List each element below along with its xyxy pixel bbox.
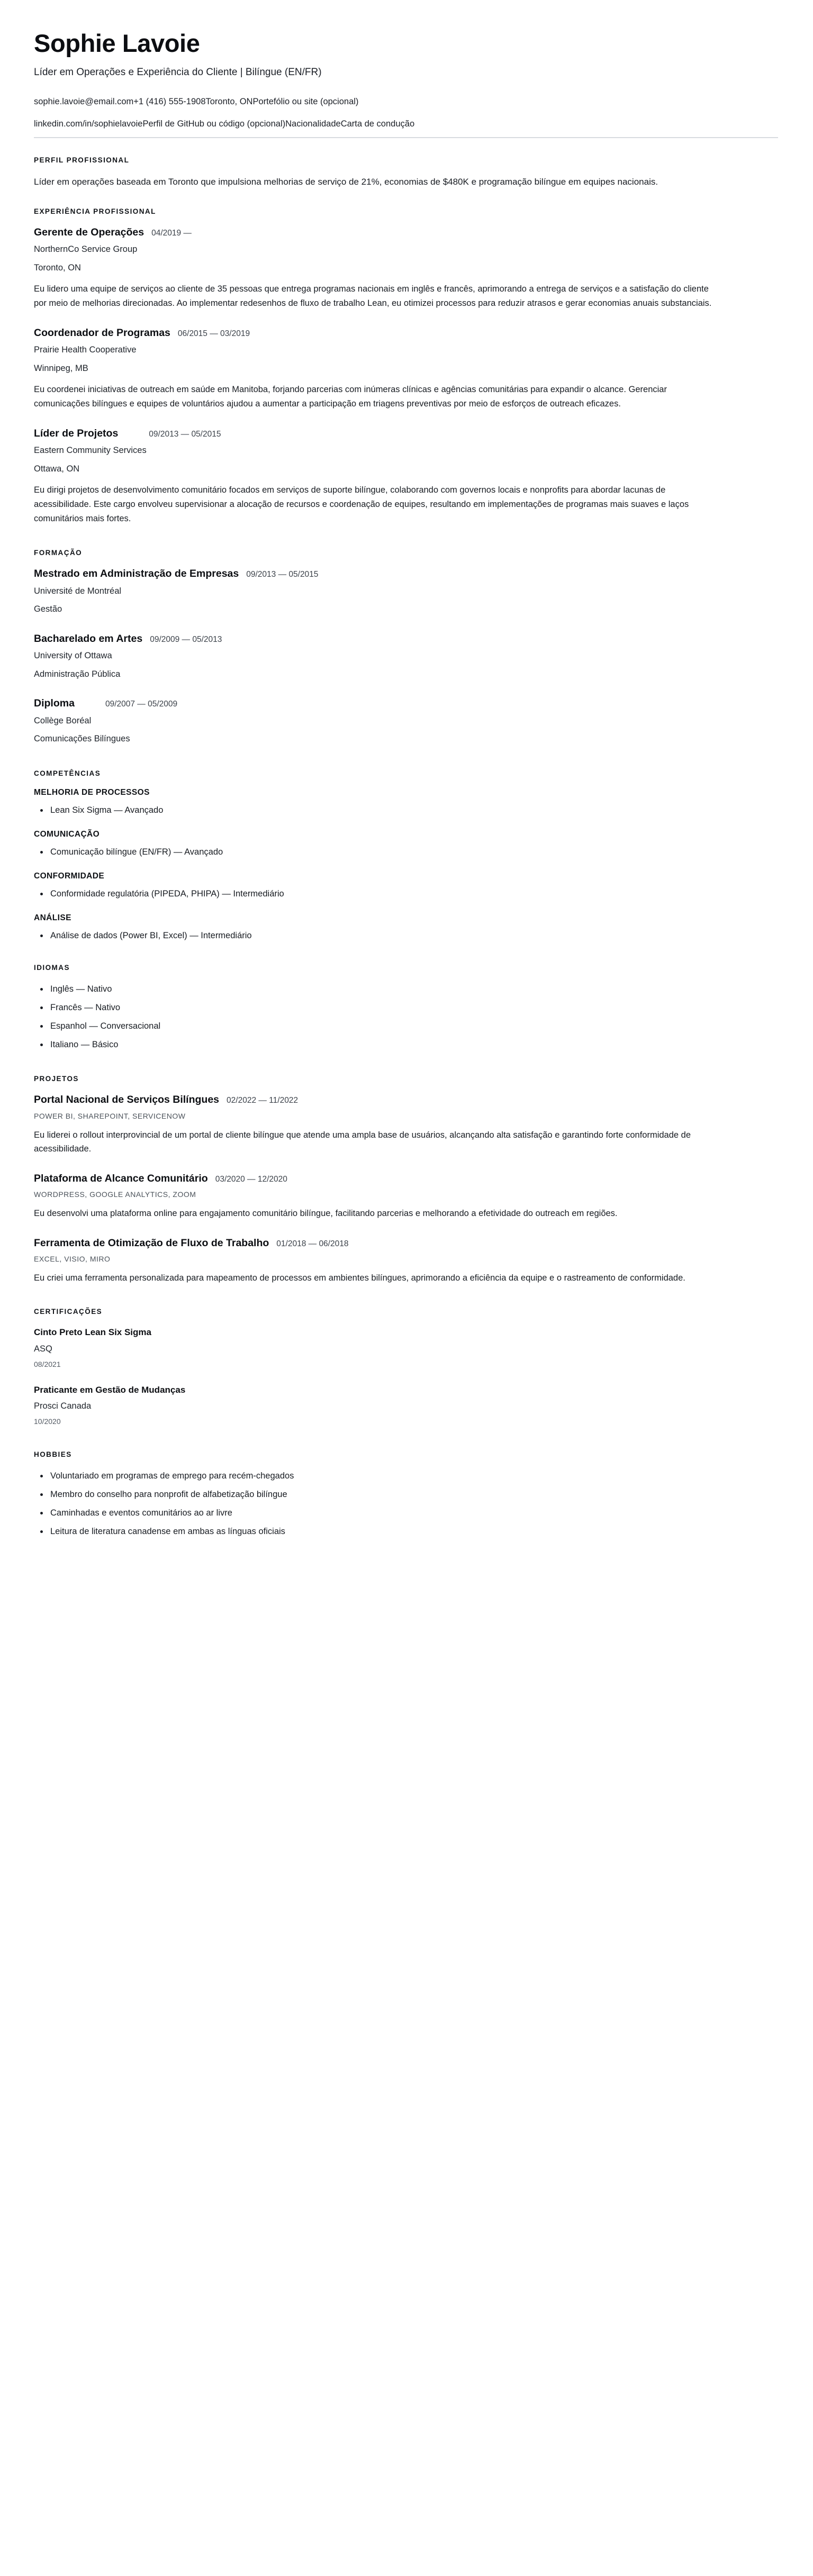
header-divider [34,137,778,138]
section-hobbies [34,1450,778,1538]
language-item: Espanhol — Conversacional [34,1019,778,1033]
skill-list [34,803,778,817]
hobby-item: Voluntariado em programas de emprego para recém-chegados [34,1469,778,1483]
hobby-item: Membro do conselho para nonprofit de alfabetização bilíngue [34,1487,778,1501]
section-education [34,549,778,746]
experience-description: Eu dirigi projetos de desenvolvimento comunitário focados em serviços de suporte bilíngue, colaborando com governos locais e nonprofits para abordar lacunas de acessibilidade. Este cargo envolveu supervisionar a alocação de recursos e coordenação de equipes, resultando em implementações de programas mais suaves e laços comunitários mais fortes. [34,485,689,523]
contact-github[interactable]: Perfil de GitHub ou código (opcional) [142,119,286,129]
skill-list [34,887,778,901]
project-entry [34,1237,778,1285]
skill-list [34,929,778,942]
education-dates: 09/2013 — 05/2015 [246,570,319,579]
education-field: Gestão [34,604,62,614]
skill-item: Comunicação bilíngue (EN/FR) — Avançado [34,845,778,859]
experience-dates: 06/2015 — 03/2019 [177,329,250,338]
experience-company: Prairie Health Cooperative [34,345,137,355]
project-description: Eu liderei o rollout interprovincial de um portal de cliente bilíngue que atende uma ampla base de usuários, alcançando alta satisfação e garantindo forte conformidade de acessibilidade. [34,1130,691,1154]
experience-job-title: Gerente de Operações [34,226,144,238]
education-degree: Diploma [34,697,75,710]
candidate-name: Sophie Lavoie [34,29,200,57]
experience-description: Eu coordenei iniciativas de outreach em saúde em Manitoba, forjando parcerias com inúmeras clínicas e agências comunitárias para expandir o alcance. Gerenciar comunicações bilíngues e equipes de voluntários ajudou a aumentar a participação em triagens preventivas por meio de esforços de outreach eficazes. [34,385,667,409]
profile-summary-text: Líder em operações baseada em Toronto que impulsiona melhorias de serviço de 21%, economias de $480K e programação bilíngue em equipes nacionais. [34,177,658,187]
section-title-experience: EXPERIÊNCIA PROFISSIONAL [34,207,156,215]
project-dates: 02/2022 — 11/2022 [227,1096,299,1105]
certification-date: 10/2020 [34,1417,61,1426]
education-entry-head [34,567,778,580]
experience-job-title: Líder de Projetos [34,427,119,439]
section-projects [34,1075,778,1285]
skill-group-title: MELHORIA DE PROCESSOS [34,787,150,797]
section-certifications [34,1308,778,1427]
project-tech-stack: EXCEL, VISIO, MIRO [34,1255,111,1264]
skill-group-title: COMUNICAÇÃO [34,829,100,839]
skill-group-title: CONFORMIDADE [34,871,105,881]
project-dates: 03/2020 — 12/2020 [215,1175,287,1184]
education-dates: 09/2009 — 05/2013 [150,634,222,644]
project-entry [34,1172,778,1221]
experience-entry [34,326,778,411]
contact-row-secondary [34,117,778,131]
certification-entry [34,1326,778,1370]
education-field: Administração Pública [34,669,121,679]
skill-list [34,845,778,859]
project-entry-head [34,1093,778,1106]
education-dates: 09/2007 — 05/2009 [105,700,178,709]
language-list [34,982,778,1051]
experience-description: Eu lidero uma equipe de serviços ao cliente de 35 pessoas que entrega programas nacionais em inglês e francês, aprimorando a entrega de serviços e a satisfação do cliente por meio de melhorias direcionadas. Ao implementar redesenhos de fluxo de trabalho Lean, eu otimizei processos para reduzir atrasos e gerar economias anuais substanciais. [34,284,712,309]
certification-date: 08/2021 [34,1359,61,1368]
contact-nationality: Nacionalidade [285,119,341,129]
contact-linkedin[interactable]: linkedin.com/in/sophielavoie [34,119,143,129]
experience-entry-head [34,427,778,440]
experience-entry [34,226,778,311]
section-title-projects: PROJETOS [34,1075,79,1083]
education-field: Comunicações Bilíngues [34,734,130,744]
project-name: Portal Nacional de Serviços Bilíngues [34,1094,220,1106]
certification-name: Cinto Preto Lean Six Sigma [34,1327,151,1338]
experience-location: Winnipeg, MB [34,363,88,373]
project-name: Plataforma de Alcance Comunitário [34,1173,208,1184]
section-skills [34,769,778,942]
section-profile [34,156,778,189]
section-title-certifications: CERTIFICAÇÕES [34,1308,103,1316]
experience-entry-head [34,326,778,340]
certification-issuer: Prosci Canada [34,1401,92,1411]
section-languages [34,964,778,1051]
education-degree: Bacharelado em Artes [34,632,143,645]
experience-company: Eastern Community Services [34,446,147,456]
experience-company: NorthernCo Service Group [34,244,138,255]
section-title-skills: COMPETÊNCIAS [34,769,101,777]
contact-email[interactable]: sophie.lavoie@email.com [34,97,134,107]
hobby-list [34,1469,778,1538]
project-name: Ferramenta de Otimização de Fluxo de Trabalho [34,1237,269,1249]
experience-location: Toronto, ON [34,262,81,273]
education-entry-head [34,697,778,710]
project-tech-stack: WORDPRESS, GOOGLE ANALYTICS, ZOOM [34,1190,196,1199]
project-description: Eu desenvolvi uma plataforma online para engajamento comunitário bilíngue, facilitando parcerias e melhorando a efetividade do outreach em regiões. [34,1209,618,1219]
hobby-item: Leitura de literatura canadense em ambas as línguas oficiais [34,1525,778,1538]
project-entry [34,1093,778,1156]
experience-job-title: Coordenador de Programas [34,326,170,339]
section-title-languages: IDIOMAS [34,963,70,972]
project-description: Eu criei uma ferramenta personalizada para mapeamento de processos em ambientes bilíngues, aprimorando a eficiência da equipe e o rastreamento de conformidade. [34,1273,685,1283]
education-entry [34,632,778,681]
skill-group [34,788,778,817]
skill-group [34,872,778,901]
education-degree: Mestrado em Administração de Empresas [34,568,239,580]
skill-item: Análise de dados (Power BI, Excel) — Intermediário [34,929,778,942]
certification-issuer: ASQ [34,1344,52,1354]
education-school: University of Ottawa [34,651,112,661]
project-tech-stack: POWER BI, SHAREPOINT, SERVICENOW [34,1111,186,1120]
contact-drivers-license: Carta de condução [340,119,415,129]
candidate-headline: Líder em Operações e Experiência do Cliente | Bilíngue (EN/FR) [34,66,322,78]
certification-entry [34,1384,778,1428]
contact-portfolio[interactable]: Portefólio ou site (opcional) [252,97,359,107]
education-entry [34,567,778,616]
section-title-education: FORMAÇÃO [34,549,83,557]
education-school: Université de Montréal [34,586,122,596]
project-entry-head [34,1237,778,1250]
experience-entry-head [34,226,778,239]
section-title-hobbies: HOBBIES [34,1450,72,1459]
experience-entry [34,427,778,526]
language-item: Inglês — Nativo [34,982,778,996]
section-title-profile: PERFIL PROFISSIONAL [34,156,130,165]
experience-dates: 04/2019 — [151,228,192,238]
language-item: Francês — Nativo [34,1001,778,1014]
contact-location: Toronto, ON [205,97,253,107]
experience-dates: 09/2013 — 05/2015 [149,429,221,439]
resume-header [34,30,778,138]
skill-group-title: ANÁLISE [34,913,71,922]
language-item: Italiano — Básico [34,1038,778,1051]
education-school: Collège Boréal [34,715,92,725]
section-experience [34,207,778,525]
project-entry-head [34,1172,778,1185]
project-dates: 01/2018 — 06/2018 [276,1239,349,1249]
certification-name: Praticante em Gestão de Mudanças [34,1384,186,1395]
skill-group [34,830,778,859]
skill-item: Conformidade regulatória (PIPEDA, PHIPA) — Intermediário [34,887,778,901]
contact-row-primary [34,95,778,109]
hobby-item: Caminhadas e eventos comunitários ao ar livre [34,1506,778,1520]
experience-location: Ottawa, ON [34,464,80,474]
skill-group [34,913,778,942]
skill-item: Lean Six Sigma — Avançado [34,803,778,817]
education-entry-head [34,632,778,646]
education-entry [34,697,778,746]
contact-phone[interactable]: +1 (416) 555-1908 [133,97,206,107]
